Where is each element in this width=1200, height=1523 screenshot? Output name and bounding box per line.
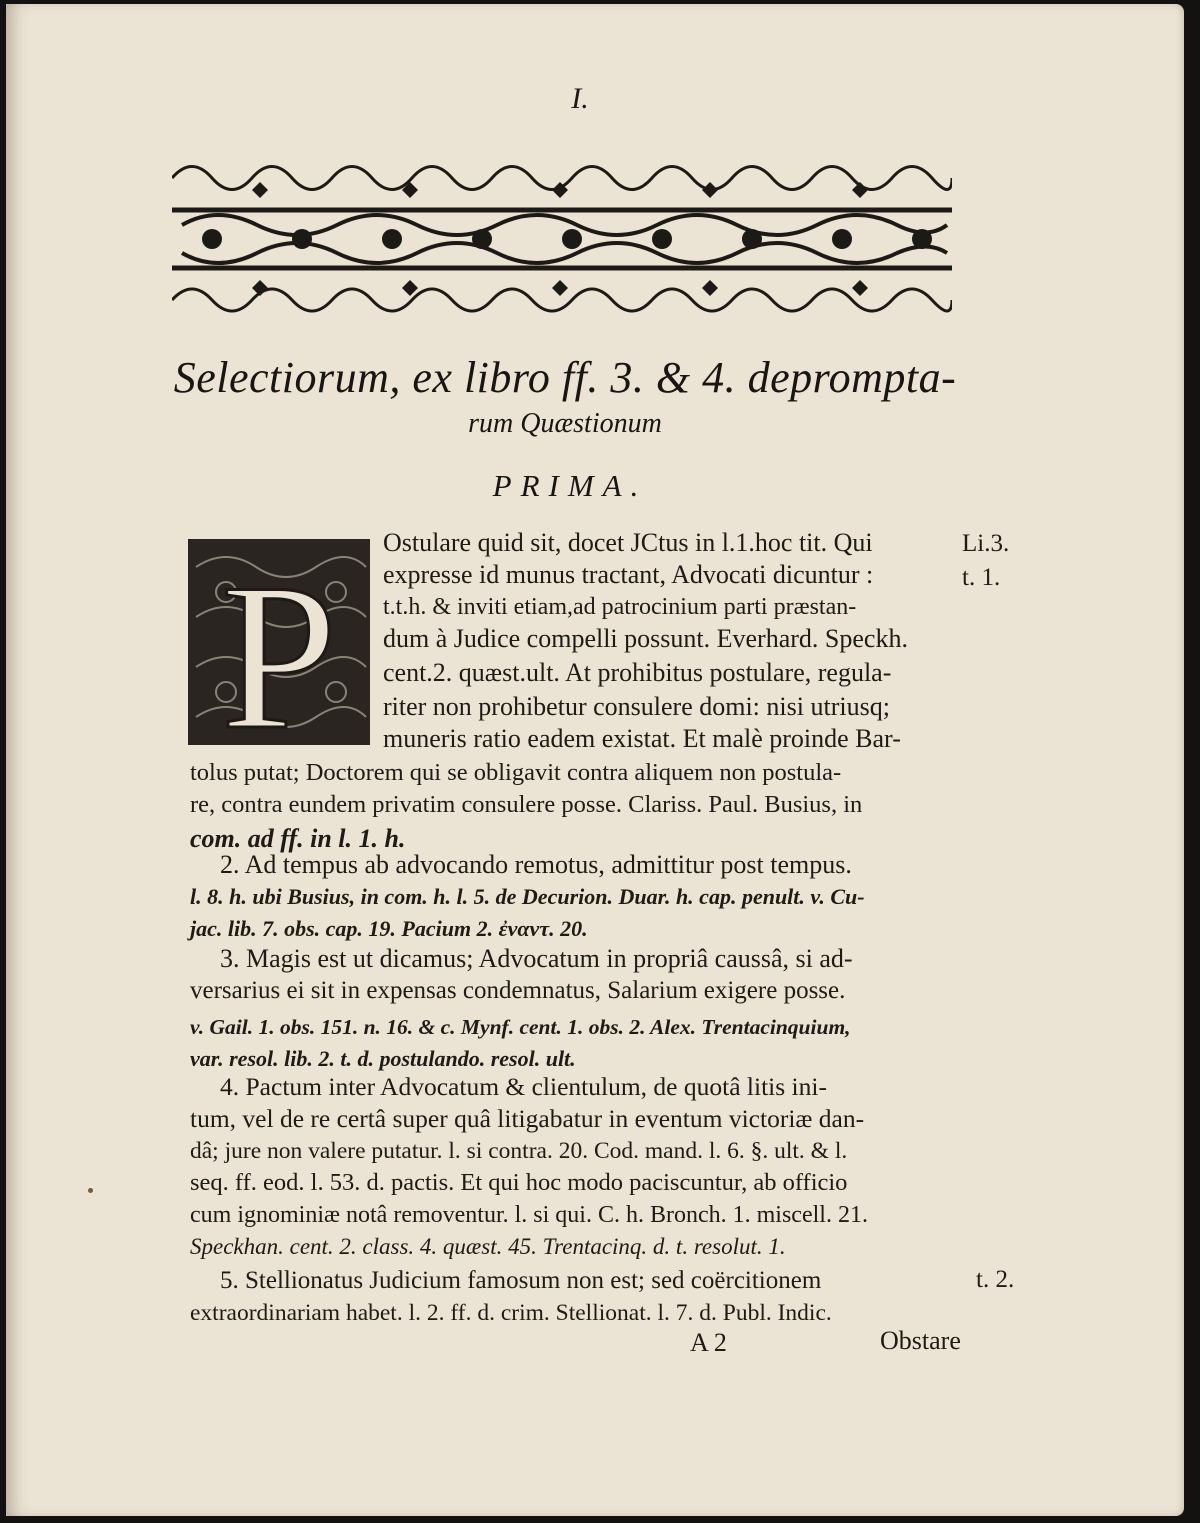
text-line: dâ; jure non valere putatur. l. si contra. 20. Cod. mand. l. 6. §. ult. & l. (190, 1138, 848, 1164)
title-line-2: rum Quæstionum (468, 408, 662, 439)
decorated-initial-p (186, 537, 372, 747)
text-line: Ostulare quid sit, docet JCtus in l.1.hoc tit. Qui (383, 528, 873, 557)
margin-note: t. 2. (976, 1266, 1015, 1293)
text-line: dum à Judice compelli possunt. Everhard. Speckh. (383, 624, 908, 653)
subheading: PRIMA. (492, 468, 648, 503)
text-line: seq. ff. eod. l. 53. d. pactis. Et qui hoc modo paciscuntur, ab officio (190, 1169, 848, 1196)
text-line: tolus putat; Doctorem qui se obligavit contra aliquem non postula- (190, 759, 842, 786)
text-line: versarius ei sit in expensas condemnatus, Salarium exigere posse. (190, 977, 846, 1004)
text-line: cent.2. quæst.ult. At prohibitus postulare, regula- (383, 658, 892, 687)
text-line: re, contra eundem privatim consulere posse. Clariss. Paul. Busius, in (190, 791, 863, 818)
text-line: jac. lib. 7. obs. cap. 19. Pacium 2. ἐναντ. 20. (190, 916, 588, 941)
catchword: Obstare (880, 1326, 961, 1355)
text-line: 2. Ad tempus ab advocando remotus, admittitur post tempus. (220, 850, 852, 879)
text-line: tum, vel de re certâ super quâ litigabatur in eventum victoriæ dan- (190, 1104, 865, 1133)
text-line: l. 8. h. ubi Busius, in com. h. l. 5. de Decurion. Duar. h. cap. penult. v. Cu- (190, 884, 865, 909)
signature-mark: A 2 (690, 1328, 727, 1357)
text-line: 5. Stellionatus Judicium famosum non est; sed coërcitionem (220, 1267, 822, 1294)
text-line: com. ad ff. in l. 1. h. (190, 824, 406, 853)
text-line: cum ignominiæ notâ removentur. l. si qui. C. h. Bronch. 1. miscell. 21. (190, 1202, 868, 1228)
margin-note: Li.3. (962, 530, 1010, 557)
text-line: muneris ratio eadem existat. Et malè proinde Bar- (383, 724, 901, 753)
text-line: var. resol. lib. 2. t. d. postulando. resol. ult. (190, 1046, 576, 1071)
folio-number: I. (571, 82, 589, 115)
paper-speck (88, 1188, 93, 1193)
text-line: 4. Pactum inter Advocatum & clientulum, de quotâ litis ini- (220, 1072, 827, 1101)
dropcap-letter: P (220, 541, 338, 747)
text-line: t.t.h. & inviti etiam,ad patrocinium parti præstan- (383, 594, 857, 620)
text-line: expresse id munus tractant, Advocati dicuntur : (383, 560, 874, 589)
text-line: riter non prohibetur consulere domi: nisi utriusq; (383, 692, 890, 721)
ornamental-headpiece (172, 150, 952, 322)
text-line: Speckhan. cent. 2. class. 4. quæst. 45. Trentacinq. d. t. resolut. 1. (190, 1234, 786, 1259)
text-line: v. Gail. 1. obs. 151. n. 16. & c. Mynf. cent. 1. obs. 2. Alex. Trentacinquium, (190, 1015, 851, 1039)
title-line-1: Selectiorum, ex libro ff. 3. & 4. deprompta- (173, 353, 957, 402)
text-line: extraordinariam habet. l. 2. ff. d. crim. Stellionat. l. 7. d. Publ. Indic. (190, 1300, 832, 1326)
margin-note: t. 1. (962, 564, 1001, 591)
text-line: 3. Magis est ut dicamus; Advocatum in propriâ caussâ, si ad- (220, 944, 853, 973)
